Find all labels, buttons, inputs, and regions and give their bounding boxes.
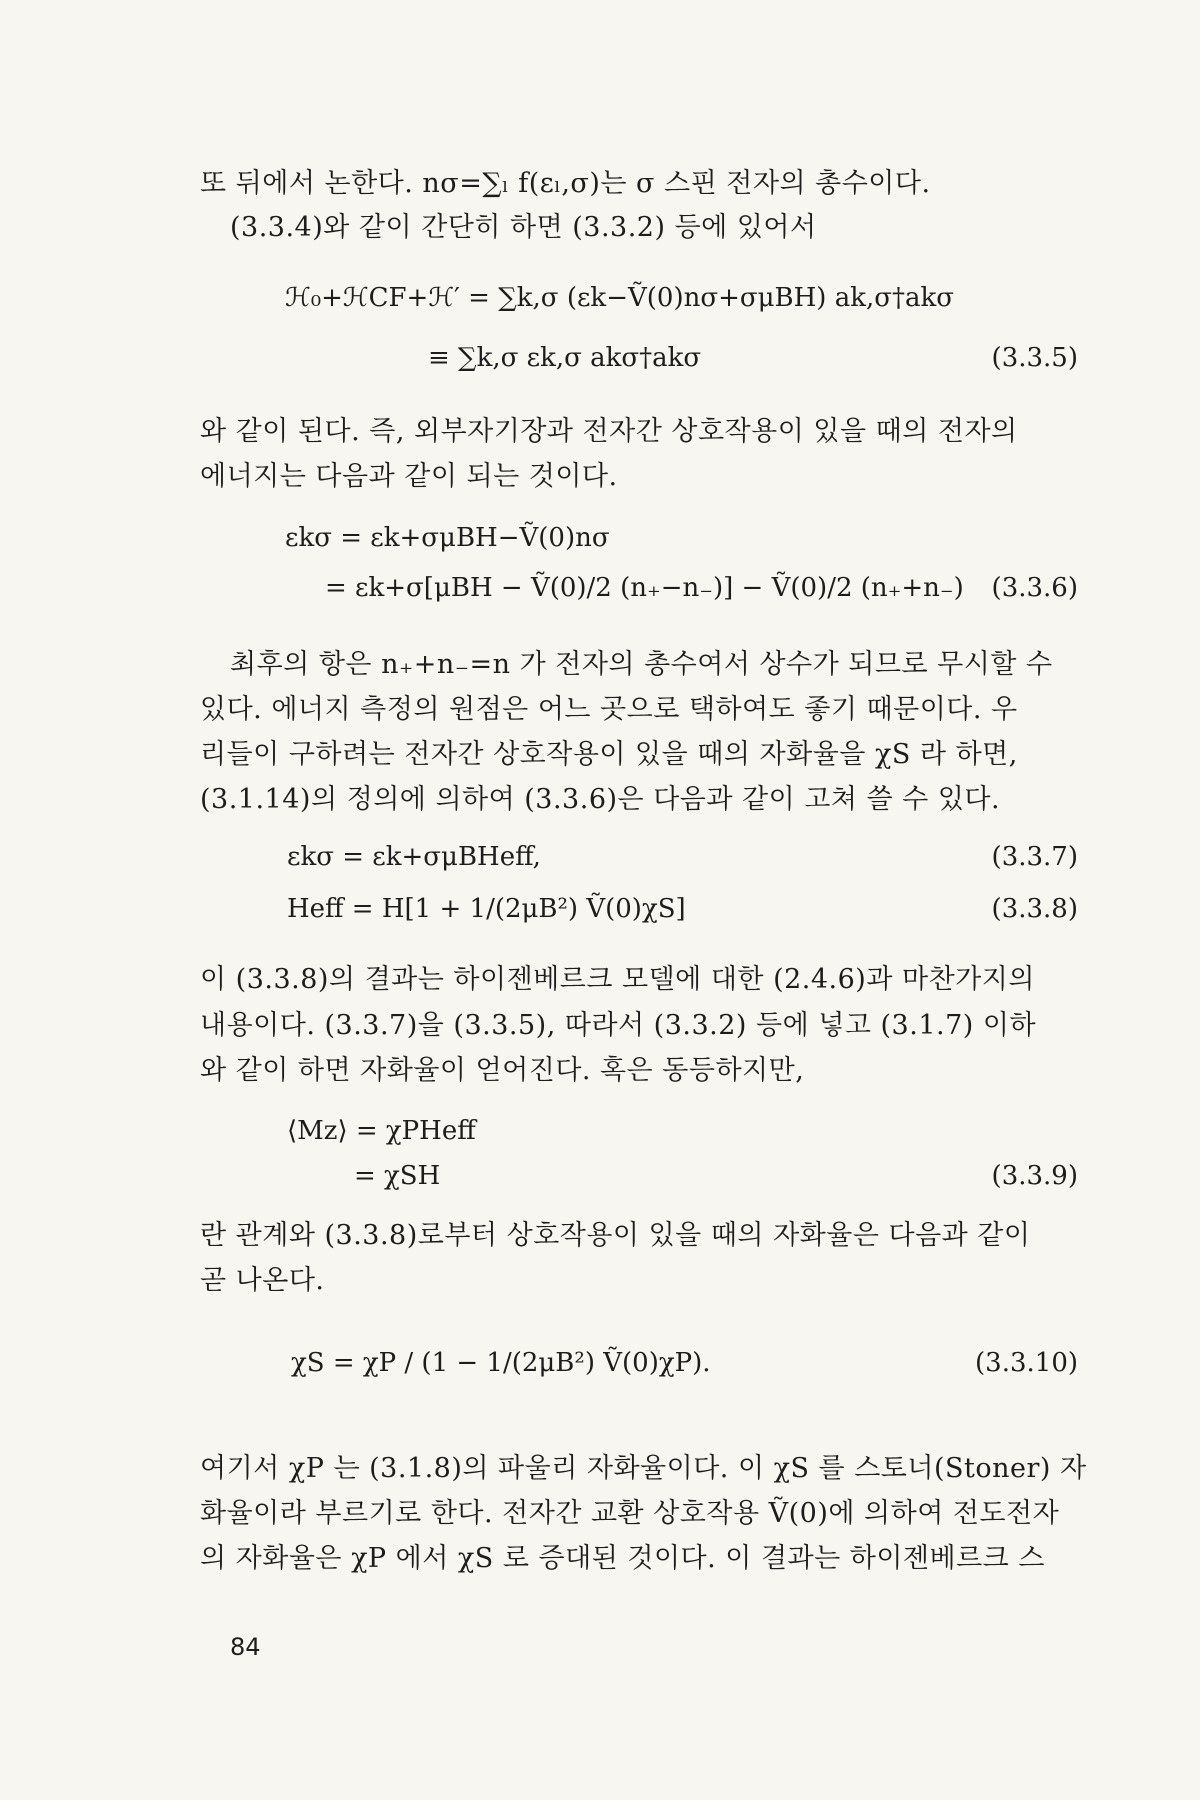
paragraph-4-line-1: 이 (3.3.8)의 결과는 하이젠베르크 모델에 대한 (2.4.6)과 마찬가지의 xyxy=(200,964,1035,995)
equation-3-3-5-line-2: ≡ ∑k,σ εk,σ akσ†akσ xyxy=(428,343,702,373)
paragraph-6-line-2: 화율이라 부르기로 한다. 전자간 교환 상호작용 Ṽ(0)에 의하여 전도전자 xyxy=(200,1498,1060,1529)
paragraph-3-line-3: 리들이 구하려는 전자간 상호작용이 있을 때의 자화율을 χS 라 하면, xyxy=(200,739,1018,770)
paragraph-6-line-1: 여기서 χP 는 (3.1.8)의 파울리 자화율이다. 이 χS 를 스토너(Stoner) 자 xyxy=(200,1453,1087,1484)
paragraph-1-line-1: 또 뒤에서 논한다. nσ=∑ₗ f(εₗ,σ)는 σ 스핀 전자의 총수이다. xyxy=(200,168,931,199)
equation-number-3-3-5: (3.3.5) xyxy=(991,343,1078,373)
equation-3-3-7: εkσ = εk+σμBHeff, xyxy=(287,842,541,872)
paragraph-3-line-4: (3.1.14)의 정의에 의하여 (3.3.6)은 다음과 같이 고쳐 쓸 수 있다. xyxy=(200,784,1001,815)
paragraph-6-line-3: 의 자화율은 χP 에서 χS 로 증대된 것이다. 이 결과는 하이젠베르크 스 xyxy=(200,1543,1045,1574)
paragraph-2-line-2: 에너지는 다음과 같이 되는 것이다. xyxy=(200,461,618,492)
paragraph-2-line-1: 와 같이 된다. 즉, 외부자기장과 전자간 상호작용이 있을 때의 전자의 xyxy=(200,416,1018,447)
equation-number-3-3-9: (3.3.9) xyxy=(991,1161,1078,1191)
equation-3-3-6-line-1: εkσ = εk+σμBH−Ṽ(0)nσ xyxy=(285,523,610,553)
paragraph-5-line-2: 곧 나온다. xyxy=(200,1265,325,1296)
equation-number-3-3-10: (3.3.10) xyxy=(975,1348,1078,1378)
page-number: 84 xyxy=(230,1633,261,1661)
equation-3-3-6-line-2: = εk+σ[μBH − Ṽ(0)/2 (n₊−n₋)] − Ṽ(0)/2 (n₊+n₋) xyxy=(325,573,964,603)
equation-3-3-9-line-2: = χSH xyxy=(354,1161,441,1191)
equation-number-3-3-8: (3.3.8) xyxy=(991,894,1078,924)
equation-number-3-3-7: (3.3.7) xyxy=(991,842,1078,872)
paragraph-4-line-3: 와 같이 하면 자화율이 얻어진다. 혹은 동등하지만, xyxy=(200,1055,805,1086)
paragraph-3-line-2: 있다. 에너지 측정의 원점은 어느 곳으로 택하여도 좋기 때문이다. 우 xyxy=(200,694,1018,725)
paragraph-1-line-2: (3.3.4)와 같이 간단히 하면 (3.3.2) 등에 있어서 xyxy=(230,212,817,243)
equation-3-3-8: Heff = H[1 + 1/(2μB²) Ṽ(0)χS] xyxy=(287,894,686,924)
equation-3-3-9-line-1: ⟨Mz⟩ = χPHeff xyxy=(287,1116,476,1146)
paragraph-4-line-2: 내용이다. (3.3.7)을 (3.3.5), 따라서 (3.3.2) 등에 넣고 (3.1.7) 이하 xyxy=(200,1010,1037,1041)
paragraph-3-line-1: 최후의 항은 n₊+n₋=n 가 전자의 총수여서 상수가 되므로 무시할 수 xyxy=(230,649,1053,680)
equation-number-3-3-6: (3.3.6) xyxy=(991,573,1078,603)
equation-3-3-5-line-1: ℋ₀+ℋCF+ℋ′ = ∑k,σ (εk−Ṽ(0)nσ+σμBH) ak,σ†akσ xyxy=(285,283,954,313)
equation-3-3-10: χS = χP / (1 − 1/(2μB²) Ṽ(0)χP). xyxy=(291,1348,711,1378)
paragraph-5-line-1: 란 관계와 (3.3.8)로부터 상호작용이 있을 때의 자화율은 다음과 같이 xyxy=(200,1220,1031,1251)
